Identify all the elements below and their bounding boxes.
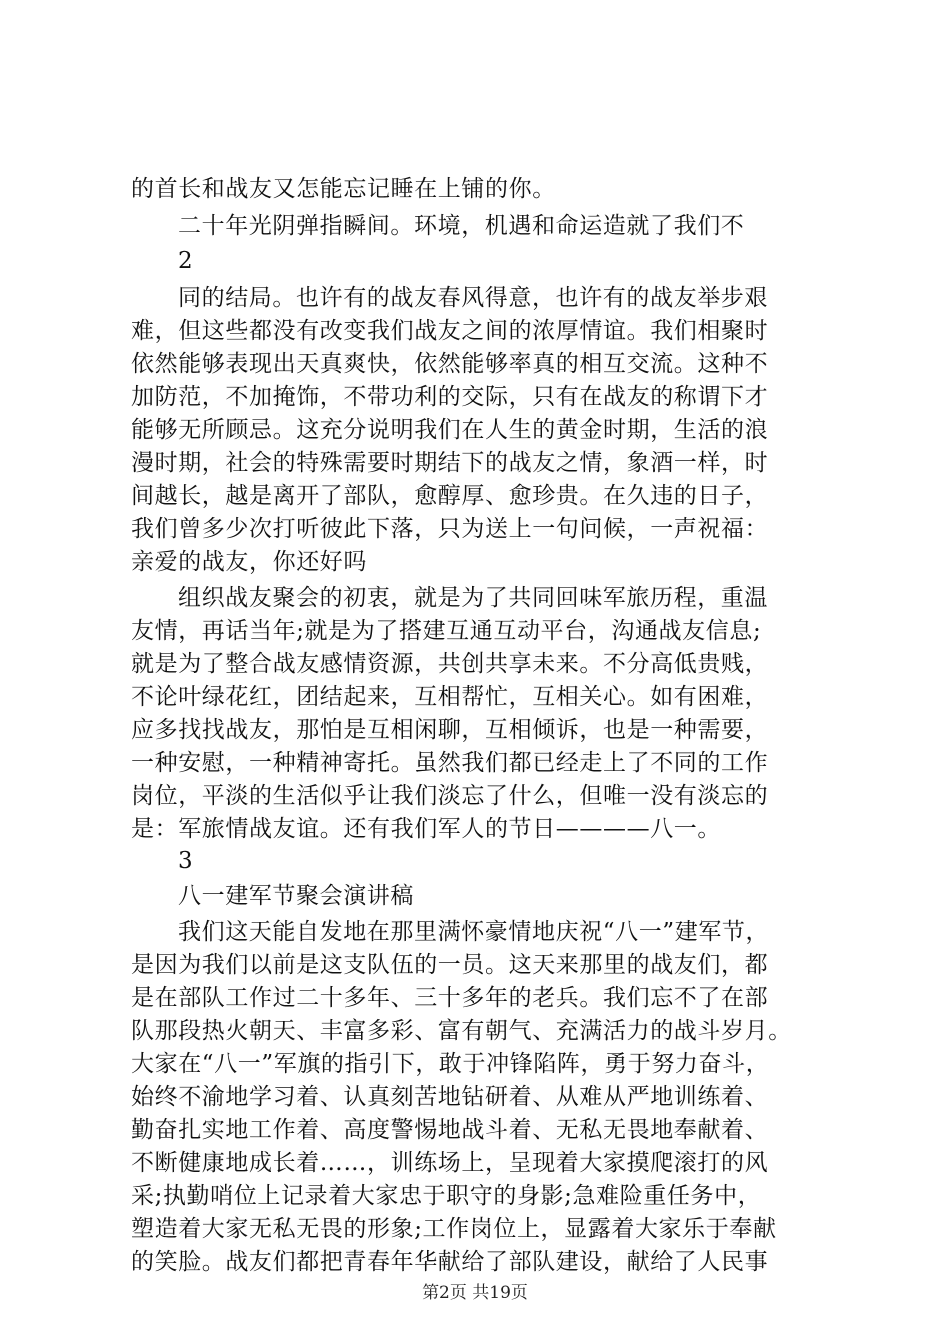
text-line: 始终不渝地学习着、认真刻苦地钻研着、从难从严地训练着、 — [131, 1084, 769, 1110]
text-line: 我们曾多少次打听彼此下落，只为送上一句问候，一声祝福： — [131, 516, 769, 542]
text-line: 不断健康地成长着……，训练场上，呈现着大家摸爬滚打的风 — [131, 1150, 769, 1176]
text-line: 是：军旅情战友谊。还有我们军人的节日————八一。 — [131, 816, 721, 842]
text-line: 同的结局。也许有的战友春风得意，也许有的战友举步艰 — [178, 285, 768, 311]
text-line: 二十年光阴弹指瞬间。环境，机遇和命运造就了我们不 — [178, 213, 745, 239]
text-line: 间越长，越是离开了部队，愈醇厚、愈珍贵。在久违的日子， — [131, 483, 769, 509]
text-line: 是因为我们以前是这支队伍的一员。这天来那里的战友们，都 — [131, 952, 769, 978]
text-line: 依然能够表现出天真爽快，依然能够率真的相互交流。这种不 — [131, 351, 769, 377]
text-line: 漫时期，社会的特殊需要时期结下的战友之情，象酒一样，时 — [131, 450, 769, 476]
text-line: 勤奋扎实地工作着、高度警惕地战斗着、无私无畏地奉献着、 — [131, 1117, 769, 1143]
page-number-footer: 第2页 共19页 — [422, 1283, 528, 1303]
text-line: 岗位，平淡的生活似乎让我们淡忘了什么，但唯一没有淡忘的 — [131, 783, 769, 809]
text-line: 队那段热火朝天、丰富多彩、富有朝气、充满活力的战斗岁月。 — [131, 1018, 792, 1044]
text-line: 采;执勤哨位上记录着大家忠于职守的身影;急难险重任务中， — [131, 1183, 762, 1209]
text-line: 的笑脸。战友们都把青春年华献给了部队建设，献给了人民事 — [131, 1249, 769, 1275]
text-line: 大家在“八一”军旗的指引下，敢于冲锋陷阵，勇于努力奋斗， — [131, 1051, 770, 1077]
text-line: 的首长和战友又怎能忘记睡在上铺的你。 — [131, 176, 556, 202]
text-line: 难，但这些都没有改变我们战友之间的浓厚情谊。我们相聚时 — [131, 318, 769, 344]
text-line: 塑造着大家无私无畏的形象;工作岗位上，显露着大家乐于奉献 — [131, 1216, 777, 1242]
text-line: 友情，再话当年;就是为了搭建互通互动平台，沟通战友信息; — [131, 618, 762, 644]
text-line: 一种安慰，一种精神寄托。虽然我们都已经走上了不同的工作 — [131, 750, 769, 776]
text-line: 组织战友聚会的初衷，就是为了共同回味军旅历程，重温 — [178, 585, 768, 611]
text-line: 不论叶绿花红，团结起来，互相帮忙，互相关心。如有困难， — [131, 684, 769, 710]
text-line: 就是为了整合战友感情资源，共创共享未来。不分高低贵贱， — [131, 651, 769, 677]
section-number: 2 — [178, 248, 194, 274]
section-number: 3 — [178, 848, 194, 874]
text-line: 亲爱的战友，你还好吗 — [131, 549, 367, 575]
section-heading: 八一建军节聚会演讲稿 — [178, 883, 414, 909]
text-line: 我们这天能自发地在那里满怀豪情地庆祝“八一”建军节， — [178, 919, 770, 945]
text-line: 加防范，不加掩饰，不带功利的交际，只有在战友的称谓下才 — [131, 384, 769, 410]
text-line: 能够无所顾忌。这充分说明我们在人生的黄金时期，生活的浪 — [131, 417, 769, 443]
text-line: 应多找找战友，那怕是互相闲聊，互相倾诉，也是一种需要， — [131, 717, 769, 743]
text-line: 是在部队工作过二十多年、三十多年的老兵。我们忘不了在部 — [131, 985, 769, 1011]
